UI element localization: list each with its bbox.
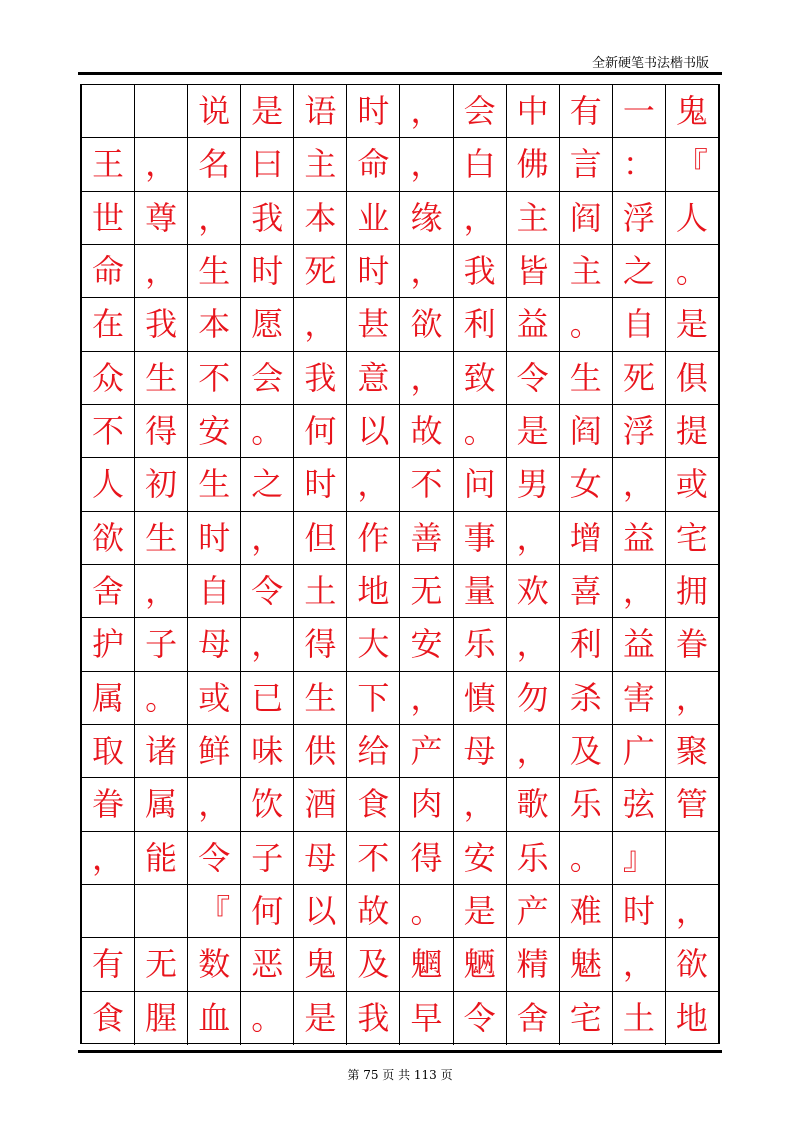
- grid-cell: 生: [135, 512, 188, 565]
- grid-cell: 但: [294, 512, 347, 565]
- grid-cell: 宅: [666, 512, 718, 565]
- grid-cell: 我: [454, 245, 507, 298]
- grid-cell: 聚: [666, 725, 718, 778]
- grid-row: [82, 298, 718, 351]
- grid-cell: 难: [560, 885, 613, 938]
- grid-cell: 有: [560, 85, 613, 138]
- grid-cell: ，: [400, 138, 453, 191]
- grid-cell: 令: [241, 565, 294, 618]
- grid-cell: ，: [400, 352, 453, 405]
- grid-cell: 命: [347, 138, 400, 191]
- grid-cell: 生: [135, 352, 188, 405]
- grid-cell: 子: [135, 618, 188, 671]
- grid-cell: 俱: [666, 352, 718, 405]
- grid-cell: 肉: [400, 778, 453, 831]
- grid-cell: 地: [347, 565, 400, 618]
- grid-cell: 男: [507, 458, 560, 511]
- grid-cell: 精: [507, 938, 560, 991]
- grid-cell: 鲜: [188, 725, 241, 778]
- grid-cell: 母: [188, 618, 241, 671]
- grid-cell: 广: [613, 725, 666, 778]
- grid-cell: 愿: [241, 298, 294, 351]
- grid-cell: 早: [400, 992, 453, 1045]
- grid-cell: 有: [82, 938, 135, 991]
- grid-cell: 诸: [135, 725, 188, 778]
- grid-cell: ，: [507, 618, 560, 671]
- grid-cell: 。: [560, 832, 613, 885]
- grid-cell: 死: [294, 245, 347, 298]
- grid-cell: 或: [666, 458, 718, 511]
- grid-cell: 血: [188, 992, 241, 1045]
- grid-row: [82, 778, 718, 831]
- grid-row: [82, 618, 718, 671]
- grid-cell: 之: [613, 245, 666, 298]
- grid-cell: 鬼: [294, 938, 347, 991]
- grid-cell: 是: [666, 298, 718, 351]
- grid-cell: 令: [454, 992, 507, 1045]
- grid-cell: 』: [613, 832, 666, 885]
- grid-cell: ，: [400, 672, 453, 725]
- grid-cell: 时: [241, 245, 294, 298]
- grid-row: [82, 832, 718, 885]
- grid-cell: 作: [347, 512, 400, 565]
- grid-cell: 语: [294, 85, 347, 138]
- grid-cell: 。: [454, 405, 507, 458]
- grid-cell: 令: [507, 352, 560, 405]
- grid-cell: 利: [560, 618, 613, 671]
- grid-cell: [666, 832, 718, 885]
- grid-cell: 安: [188, 405, 241, 458]
- grid-cell: 取: [82, 725, 135, 778]
- grid-cell: 主: [560, 245, 613, 298]
- grid-cell: 腥: [135, 992, 188, 1045]
- grid-row: [82, 245, 718, 298]
- grid-cell: 子: [241, 832, 294, 885]
- grid-cell: 。: [560, 298, 613, 351]
- grid-cell: 利: [454, 298, 507, 351]
- grid-cell: 无: [135, 938, 188, 991]
- grid-cell: 尊: [135, 192, 188, 245]
- grid-cell: 味: [241, 725, 294, 778]
- calligraphy-grid: [80, 84, 720, 1044]
- grid-cell: 乐: [560, 778, 613, 831]
- grid-cell: ，: [507, 725, 560, 778]
- bottom-rule: [78, 1050, 722, 1053]
- grid-cell: 弦: [613, 778, 666, 831]
- grid-cell: 我: [347, 992, 400, 1045]
- grid-row: [82, 938, 718, 991]
- grid-cell: 生: [560, 352, 613, 405]
- grid-cell: 乐: [507, 832, 560, 885]
- grid-cell: 眷: [82, 778, 135, 831]
- grid-cell: 在: [82, 298, 135, 351]
- grid-cell: 不: [82, 405, 135, 458]
- grid-cell: 主: [507, 192, 560, 245]
- grid-cell: ，: [666, 672, 718, 725]
- grid-cell: 自: [613, 298, 666, 351]
- grid-cell: 已: [241, 672, 294, 725]
- grid-cell: 勿: [507, 672, 560, 725]
- grid-cell: 鬼: [666, 85, 718, 138]
- grid-cell: 提: [666, 405, 718, 458]
- grid-cell: 。: [135, 672, 188, 725]
- grid-cell: 杀: [560, 672, 613, 725]
- grid-cell: 得: [135, 405, 188, 458]
- grid-cell: ，: [294, 298, 347, 351]
- grid-cell: 我: [135, 298, 188, 351]
- grid-cell: 得: [400, 832, 453, 885]
- grid-cell: ，: [135, 245, 188, 298]
- grid-cell: 我: [241, 192, 294, 245]
- grid-cell: 时: [613, 885, 666, 938]
- grid-cell: 饮: [241, 778, 294, 831]
- grid-cell: 安: [400, 618, 453, 671]
- grid-cell: 酒: [294, 778, 347, 831]
- grid-cell: 欢: [507, 565, 560, 618]
- grid-cell: 会: [241, 352, 294, 405]
- grid-cell: 欲: [666, 938, 718, 991]
- grid-cell: 何: [241, 885, 294, 938]
- grid-cell: ，: [347, 458, 400, 511]
- grid-row: [82, 405, 718, 458]
- grid-cell: 。: [666, 245, 718, 298]
- grid-cell: 阎: [560, 192, 613, 245]
- grid-row: [82, 352, 718, 405]
- grid-cell: 是: [454, 885, 507, 938]
- grid-cell: 歌: [507, 778, 560, 831]
- grid-cell: 业: [347, 192, 400, 245]
- grid-cell: ，: [188, 192, 241, 245]
- grid-cell: 佛: [507, 138, 560, 191]
- grid-cell: 浮: [613, 192, 666, 245]
- grid-cell: 属: [135, 778, 188, 831]
- grid-cell: 本: [188, 298, 241, 351]
- grid-cell: 母: [294, 832, 347, 885]
- grid-cell: [82, 885, 135, 938]
- grid-cell: 土: [294, 565, 347, 618]
- grid-cell: 增: [560, 512, 613, 565]
- grid-cell: 世: [82, 192, 135, 245]
- grid-cell: 我: [294, 352, 347, 405]
- grid-cell: [135, 85, 188, 138]
- grid-cell: 魍: [400, 938, 453, 991]
- grid-cell: 母: [454, 725, 507, 778]
- grid-cell: 或: [188, 672, 241, 725]
- grid-cell: 事: [454, 512, 507, 565]
- grid-cell: [82, 85, 135, 138]
- grid-cell: 时: [347, 245, 400, 298]
- grid-cell: ，: [454, 192, 507, 245]
- grid-cell: 舍: [507, 992, 560, 1045]
- grid-cell: ，: [241, 512, 294, 565]
- grid-cell: ：: [613, 138, 666, 191]
- grid-row: [82, 565, 718, 618]
- grid-cell: 眷: [666, 618, 718, 671]
- grid-cell: ，: [454, 778, 507, 831]
- grid-cell: 死: [613, 352, 666, 405]
- grid-row: [82, 885, 718, 938]
- grid-cell: 欲: [82, 512, 135, 565]
- grid-row: [82, 192, 718, 245]
- grid-cell: 魅: [560, 938, 613, 991]
- grid-cell: 害: [613, 672, 666, 725]
- grid-cell: ，: [613, 938, 666, 991]
- grid-row: [82, 512, 718, 565]
- grid-cell: 产: [400, 725, 453, 778]
- grid-cell: 『: [188, 885, 241, 938]
- grid-cell: 舍: [82, 565, 135, 618]
- grid-cell: 管: [666, 778, 718, 831]
- grid-row: [82, 992, 718, 1045]
- grid-cell: 。: [400, 885, 453, 938]
- grid-cell: 自: [188, 565, 241, 618]
- grid-cell: ，: [666, 885, 718, 938]
- grid-cell: 致: [454, 352, 507, 405]
- grid-cell: ，: [188, 778, 241, 831]
- grid-cell: 人: [666, 192, 718, 245]
- grid-cell: 曰: [241, 138, 294, 191]
- top-rule: [78, 72, 722, 75]
- grid-cell: 中: [507, 85, 560, 138]
- grid-cell: 生: [188, 458, 241, 511]
- grid-cell: 言: [560, 138, 613, 191]
- grid-cell: ，: [135, 565, 188, 618]
- grid-cell: 安: [454, 832, 507, 885]
- grid-cell: 阎: [560, 405, 613, 458]
- grid-cell: ，: [135, 138, 188, 191]
- grid-cell: 拥: [666, 565, 718, 618]
- grid-cell: 初: [135, 458, 188, 511]
- grid-cell: 产: [507, 885, 560, 938]
- grid-cell: 给: [347, 725, 400, 778]
- grid-row: [82, 458, 718, 511]
- grid-row: [82, 672, 718, 725]
- grid-cell: 时: [188, 512, 241, 565]
- grid-cell: 益: [613, 618, 666, 671]
- grid-cell: 量: [454, 565, 507, 618]
- grid-cell: 之: [241, 458, 294, 511]
- grid-cell: 益: [507, 298, 560, 351]
- grid-row: [82, 725, 718, 778]
- grid-cell: 。: [241, 405, 294, 458]
- grid-cell: 生: [294, 672, 347, 725]
- grid-cell: 一: [613, 85, 666, 138]
- grid-cell: 会: [454, 85, 507, 138]
- page-footer: 第 75 页 共 113 页: [347, 1068, 453, 1082]
- grid-cell: 皆: [507, 245, 560, 298]
- header-title: 全新硬笔书法楷书版: [591, 56, 709, 71]
- grid-cell: 故: [347, 885, 400, 938]
- grid-cell: 故: [400, 405, 453, 458]
- grid-cell: 缘: [400, 192, 453, 245]
- grid-cell: 女: [560, 458, 613, 511]
- grid-cell: 人: [82, 458, 135, 511]
- grid-cell: 甚: [347, 298, 400, 351]
- grid-cell: ，: [241, 618, 294, 671]
- grid-cell: ，: [82, 832, 135, 885]
- grid-cell: ，: [613, 458, 666, 511]
- grid-cell: 时: [294, 458, 347, 511]
- grid-cell: 下: [347, 672, 400, 725]
- grid-cell: 食: [347, 778, 400, 831]
- grid-cell: 地: [675, 999, 708, 1038]
- grid-cell: 及: [347, 938, 400, 991]
- grid-cell: 及: [560, 725, 613, 778]
- grid-cell: 王: [82, 138, 135, 191]
- grid-cell: 名: [188, 138, 241, 191]
- grid-cell: 是: [241, 85, 294, 138]
- grid-cell: 属: [82, 672, 135, 725]
- grid-cell: ，: [400, 245, 453, 298]
- grid-cell: 是: [294, 992, 347, 1045]
- grid-cell: 护: [82, 618, 135, 671]
- grid-cell: 不: [347, 832, 400, 885]
- grid-cell: 喜: [560, 565, 613, 618]
- grid-cell: 白: [454, 138, 507, 191]
- grid-cell: 众: [82, 352, 135, 405]
- grid-cell: 得: [294, 618, 347, 671]
- grid-cell: 令: [188, 832, 241, 885]
- grid-cell: 以: [294, 885, 347, 938]
- grid-cell: 欲: [400, 298, 453, 351]
- grid-cell: 本: [294, 192, 347, 245]
- grid-cell: 命: [82, 245, 135, 298]
- grid-cell: 土: [613, 992, 666, 1045]
- grid-cell: 是: [507, 405, 560, 458]
- grid-cell: 大: [347, 618, 400, 671]
- grid-cell: 善: [400, 512, 453, 565]
- grid-cell: 无: [400, 565, 453, 618]
- grid-cell: 问: [454, 458, 507, 511]
- grid-cell: 食: [82, 992, 135, 1045]
- grid-cell: ，: [613, 565, 666, 618]
- grid-cell: 乐: [454, 618, 507, 671]
- grid-cell: 主: [294, 138, 347, 191]
- grid-cell: 宅: [560, 992, 613, 1045]
- grid-row: [82, 138, 718, 191]
- grid-cell: 益: [613, 512, 666, 565]
- grid-cell: ，: [400, 85, 453, 138]
- grid-cell: 供: [294, 725, 347, 778]
- grid-cell: 。: [241, 992, 294, 1045]
- grid-cell: 生: [188, 245, 241, 298]
- grid-cell: 何: [294, 405, 347, 458]
- grid-cell: 慎: [454, 672, 507, 725]
- grid-cell: 能: [135, 832, 188, 885]
- grid-cell: 说: [188, 85, 241, 138]
- grid-cell: 浮: [613, 405, 666, 458]
- grid-cell: 不: [400, 458, 453, 511]
- grid-cell: 意: [347, 352, 400, 405]
- grid-cell: 数: [188, 938, 241, 991]
- grid-cell: 不: [188, 352, 241, 405]
- grid-cell: 魉: [454, 938, 507, 991]
- grid-cell: 『: [666, 138, 718, 191]
- grid-row: [82, 85, 718, 138]
- grid-cell: 恶: [241, 938, 294, 991]
- grid-cell: 以: [347, 405, 400, 458]
- grid-cell: [135, 885, 188, 938]
- grid-cell: ，: [507, 512, 560, 565]
- grid-cell: 时: [347, 85, 400, 138]
